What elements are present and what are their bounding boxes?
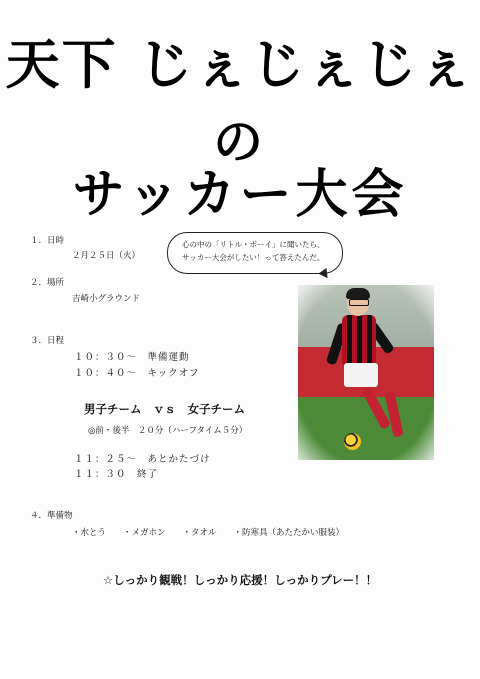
poster-title-line2: の [213,112,267,171]
schedule-item-warmup: １０：３０～ 準備運動 [74,352,190,363]
schedule-item-kickoff: １０：４０～ キックオフ [74,368,200,379]
schedule-item-cleanup: １１：２５～ あとかたづけ [74,454,211,465]
schedule-item-end: １１：３０ 終了 [74,469,159,480]
match-duration-note: ◎前・後半 ２０分（ハーフタイム５分） [88,426,248,436]
items-list: ・水とう ・メガホン ・タオル ・防寒具（あたたかい服装） [72,528,345,538]
date-value: ２月２５日（火） [72,251,141,261]
pitch [298,397,434,460]
speech-bubble-line2: サッカー大会がしたい！って答えたんだ。 [182,253,325,262]
place-heading: ２．場所 [30,278,65,288]
soccer-player-photo [298,285,434,460]
items-heading: ４．準備物 [30,511,73,521]
soccer-ball-icon [344,433,361,450]
poster-title-line1: 天下 じぇじぇじぇ [5,32,475,96]
match-teams: 男子チーム ｖｓ 女子チーム [84,402,245,416]
player-glasses [349,299,369,306]
date-heading: １．日時 [30,236,65,246]
schedule-heading: ３．日程 [30,336,65,346]
player-shirt [342,315,376,365]
place-value: 吉崎小グラウンド [72,294,141,304]
poster-title-line3: サッカー大会 [72,164,408,225]
footer-slogan: ☆しっかり観戦！しっかり応援！しっかりプレー！！ [102,573,378,587]
player-hair [346,288,370,299]
speech-bubble [167,232,343,274]
speech-bubble-line1: 心の中の「リトル・ボーイ」に聞いたら、 [182,240,325,249]
player-shorts [344,363,378,387]
